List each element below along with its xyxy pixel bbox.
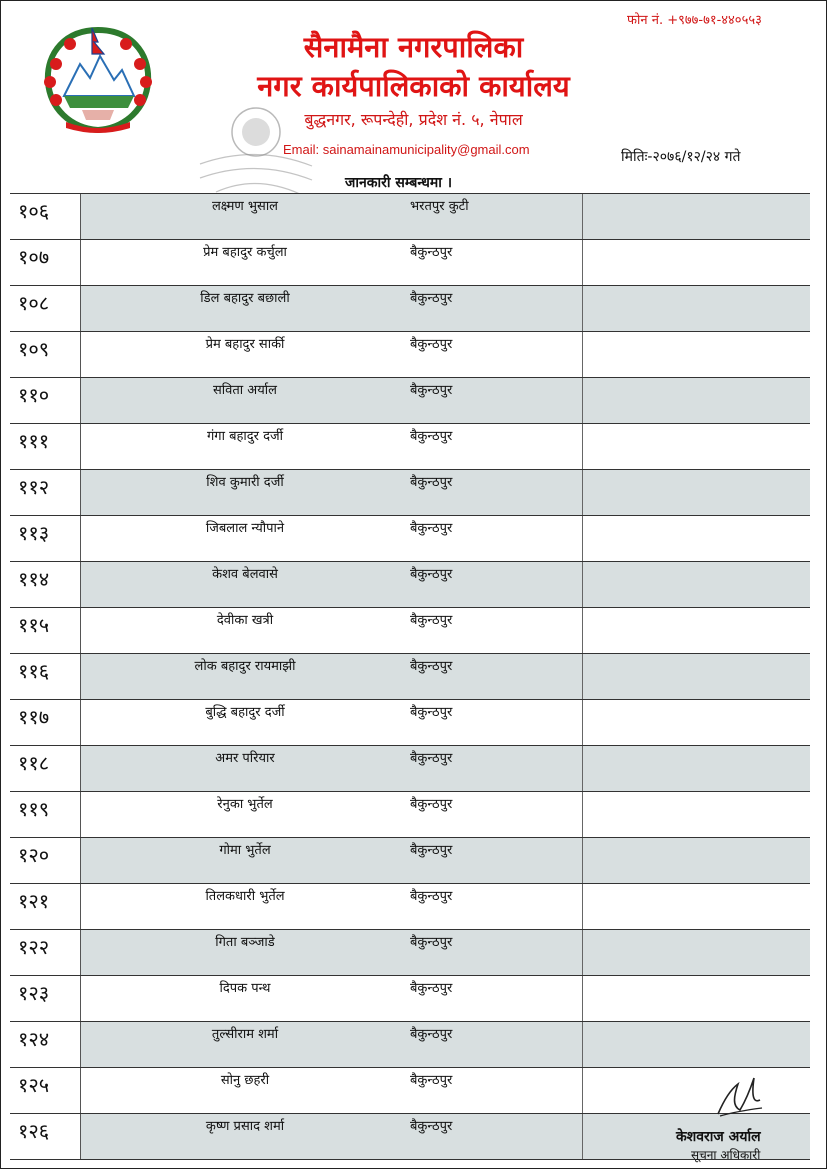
column-divider: [582, 976, 583, 1021]
column-divider: [582, 746, 583, 791]
column-divider: [582, 884, 583, 929]
person-name: प्रेम बहादुर कर्चुला: [203, 245, 287, 260]
serial-number: ११२: [18, 475, 50, 499]
person-address: बैकुन्ठपुर: [410, 613, 453, 628]
column-divider: [80, 792, 81, 837]
person-address: बैकुन्ठपुर: [410, 889, 453, 904]
table-row: [10, 378, 810, 424]
column-divider: [582, 838, 583, 883]
column-divider: [80, 194, 81, 239]
person-name: तुल्सीराम शर्मा: [211, 1027, 279, 1042]
serial-number: १२३: [18, 981, 50, 1005]
column-divider: [582, 1068, 583, 1113]
serial-number: १२६: [18, 1119, 50, 1143]
column-divider: [80, 1022, 81, 1067]
column-divider: [582, 240, 583, 285]
column-divider: [80, 838, 81, 883]
person-name: देवीका खत्री: [216, 613, 274, 628]
column-divider: [80, 1068, 81, 1113]
serial-number: १०९: [18, 337, 50, 361]
table-row: [10, 976, 810, 1022]
table-row: [10, 470, 810, 516]
table-row: [10, 562, 810, 608]
column-divider: [582, 516, 583, 561]
serial-number: ११४: [18, 567, 50, 591]
column-divider: [582, 424, 583, 469]
person-address: बैकुन्ठपुर: [410, 429, 453, 444]
person-name: तिलकधारी भुर्तेल: [205, 889, 285, 904]
column-divider: [80, 470, 81, 515]
table-row: [10, 424, 810, 470]
person-name: अमर परियार: [215, 751, 275, 766]
table-row: [10, 654, 810, 700]
serial-number: १०७: [18, 245, 50, 269]
column-divider: [582, 378, 583, 423]
person-address: बैकुन्ठपुर: [410, 659, 453, 674]
serial-number: १०६: [18, 199, 50, 223]
serial-number: ११७: [18, 705, 50, 729]
serial-number: १०८: [18, 291, 50, 315]
serial-number: ११६: [18, 659, 50, 683]
person-address: बैकुन्ठपुर: [410, 567, 453, 582]
column-divider: [80, 516, 81, 561]
serial-number: ११५: [18, 613, 50, 637]
municipality-title: सैनामैना नगरपालिका: [303, 30, 524, 64]
person-name: सविता अर्याल: [213, 383, 277, 398]
serial-number: १२१: [18, 889, 50, 913]
signer-name: केशवराज अर्याल: [676, 1129, 761, 1145]
document-date: मितिः-२०७६/१२/२४ गते: [621, 149, 741, 165]
table-row: [10, 332, 810, 378]
table-row: [10, 930, 810, 976]
person-name: दिपक पन्थ: [219, 981, 271, 996]
person-name: जिबलाल न्यौपाने: [205, 521, 285, 536]
person-address: बैकुन्ठपुर: [410, 705, 453, 720]
person-name: गोमा भुर्तेल: [219, 843, 271, 858]
table-row: [10, 700, 810, 746]
person-address: बैकुन्ठपुर: [410, 843, 453, 858]
serial-number: ११९: [18, 797, 50, 821]
column-divider: [582, 1022, 583, 1067]
person-name: डिल बहादुर बछाली: [200, 291, 290, 306]
column-divider: [80, 608, 81, 653]
person-name: लोक बहादुर रायमाझी: [194, 659, 296, 674]
column-divider: [80, 562, 81, 607]
column-divider: [80, 332, 81, 377]
column-divider: [80, 700, 81, 745]
column-divider: [80, 930, 81, 975]
person-address: बैकुन्ठपुर: [410, 981, 453, 996]
column-divider: [582, 700, 583, 745]
serial-number: ११३: [18, 521, 50, 545]
table-row: [10, 1022, 810, 1068]
person-address: बैकुन्ठपुर: [410, 337, 453, 352]
table-row: [10, 286, 810, 332]
person-address: बैकुन्ठपुर: [410, 1073, 453, 1088]
column-divider: [80, 976, 81, 1021]
column-divider: [582, 562, 583, 607]
table-row: [10, 792, 810, 838]
column-divider: [80, 884, 81, 929]
person-name: प्रेम बहादुर सार्की: [205, 337, 285, 352]
person-address: बैकुन्ठपुर: [410, 1119, 453, 1134]
subject-line: जानकारी सम्बन्धमा ।: [345, 175, 453, 191]
person-address: भरतपुर कुटी: [410, 199, 469, 214]
table-row: [10, 516, 810, 562]
person-name: गिता बञ्जाडे: [215, 935, 275, 950]
person-address: बैकुन्ठपुर: [410, 1027, 453, 1042]
column-divider: [582, 608, 583, 653]
column-divider: [582, 792, 583, 837]
column-divider: [80, 240, 81, 285]
serial-number: १२४: [18, 1027, 50, 1051]
person-name: सोनु छहरी: [220, 1073, 270, 1088]
person-address: बैकुन्ठपुर: [410, 245, 453, 260]
person-name: लक्ष्मण भुसाल: [211, 199, 278, 214]
serial-number: १२५: [18, 1073, 50, 1097]
table-row: [10, 884, 810, 930]
column-divider: [80, 424, 81, 469]
person-name: केशव बेलवासे: [212, 567, 278, 582]
person-name: गंगा बहादुर दर्जी: [206, 429, 284, 444]
email-address: Email: sainamainamunicipality@gmail.com: [283, 142, 530, 157]
table-row: [10, 838, 810, 884]
office-address: बुद्धनगर, रूपन्देही, प्रदेश नं. ५, नेपाल: [304, 110, 523, 129]
column-divider: [80, 746, 81, 791]
serial-number: १२०: [18, 843, 50, 867]
column-divider: [582, 930, 583, 975]
column-divider: [582, 1114, 583, 1159]
serial-number: ११८: [18, 751, 50, 775]
person-address: बैकुन्ठपुर: [410, 291, 453, 306]
office-title: नगर कार्यपालिकाको कार्यालय: [257, 69, 570, 103]
person-name: शिव कुमारी दर्जी: [206, 475, 284, 490]
column-divider: [80, 286, 81, 331]
column-divider: [582, 332, 583, 377]
column-divider: [582, 470, 583, 515]
person-address: बैकुन्ठपुर: [410, 797, 453, 812]
column-divider: [80, 654, 81, 699]
table-row: [10, 608, 810, 654]
column-divider: [80, 378, 81, 423]
person-name: बुद्धि बहादुर दर्जी: [205, 705, 285, 720]
person-name: कृष्ण प्रसाद शर्मा: [205, 1119, 285, 1134]
person-address: बैकुन्ठपुर: [410, 475, 453, 490]
serial-number: १२२: [18, 935, 50, 959]
person-address: बैकुन्ठपुर: [410, 521, 453, 536]
table-row: [10, 1068, 810, 1114]
column-divider: [80, 1114, 81, 1159]
column-divider: [582, 286, 583, 331]
records-table: [10, 193, 810, 1160]
signer-title: सूचना अधिकारी: [691, 1148, 761, 1162]
serial-number: १११: [18, 429, 50, 453]
serial-number: ११०: [18, 383, 50, 407]
person-address: बैकुन्ठपुर: [410, 383, 453, 398]
column-divider: [582, 194, 583, 239]
person-address: बैकुन्ठपुर: [410, 751, 453, 766]
handwritten-signature: [710, 1070, 770, 1120]
table-row: [10, 194, 810, 240]
phone-number: फोन नं. +९७७-७१-४४०५५३: [627, 13, 762, 28]
person-address: बैकुन्ठपुर: [410, 935, 453, 950]
person-name: रेनुका भुर्तेल: [217, 797, 273, 812]
table-row: [10, 746, 810, 792]
column-divider: [582, 654, 583, 699]
table-row: [10, 240, 810, 286]
